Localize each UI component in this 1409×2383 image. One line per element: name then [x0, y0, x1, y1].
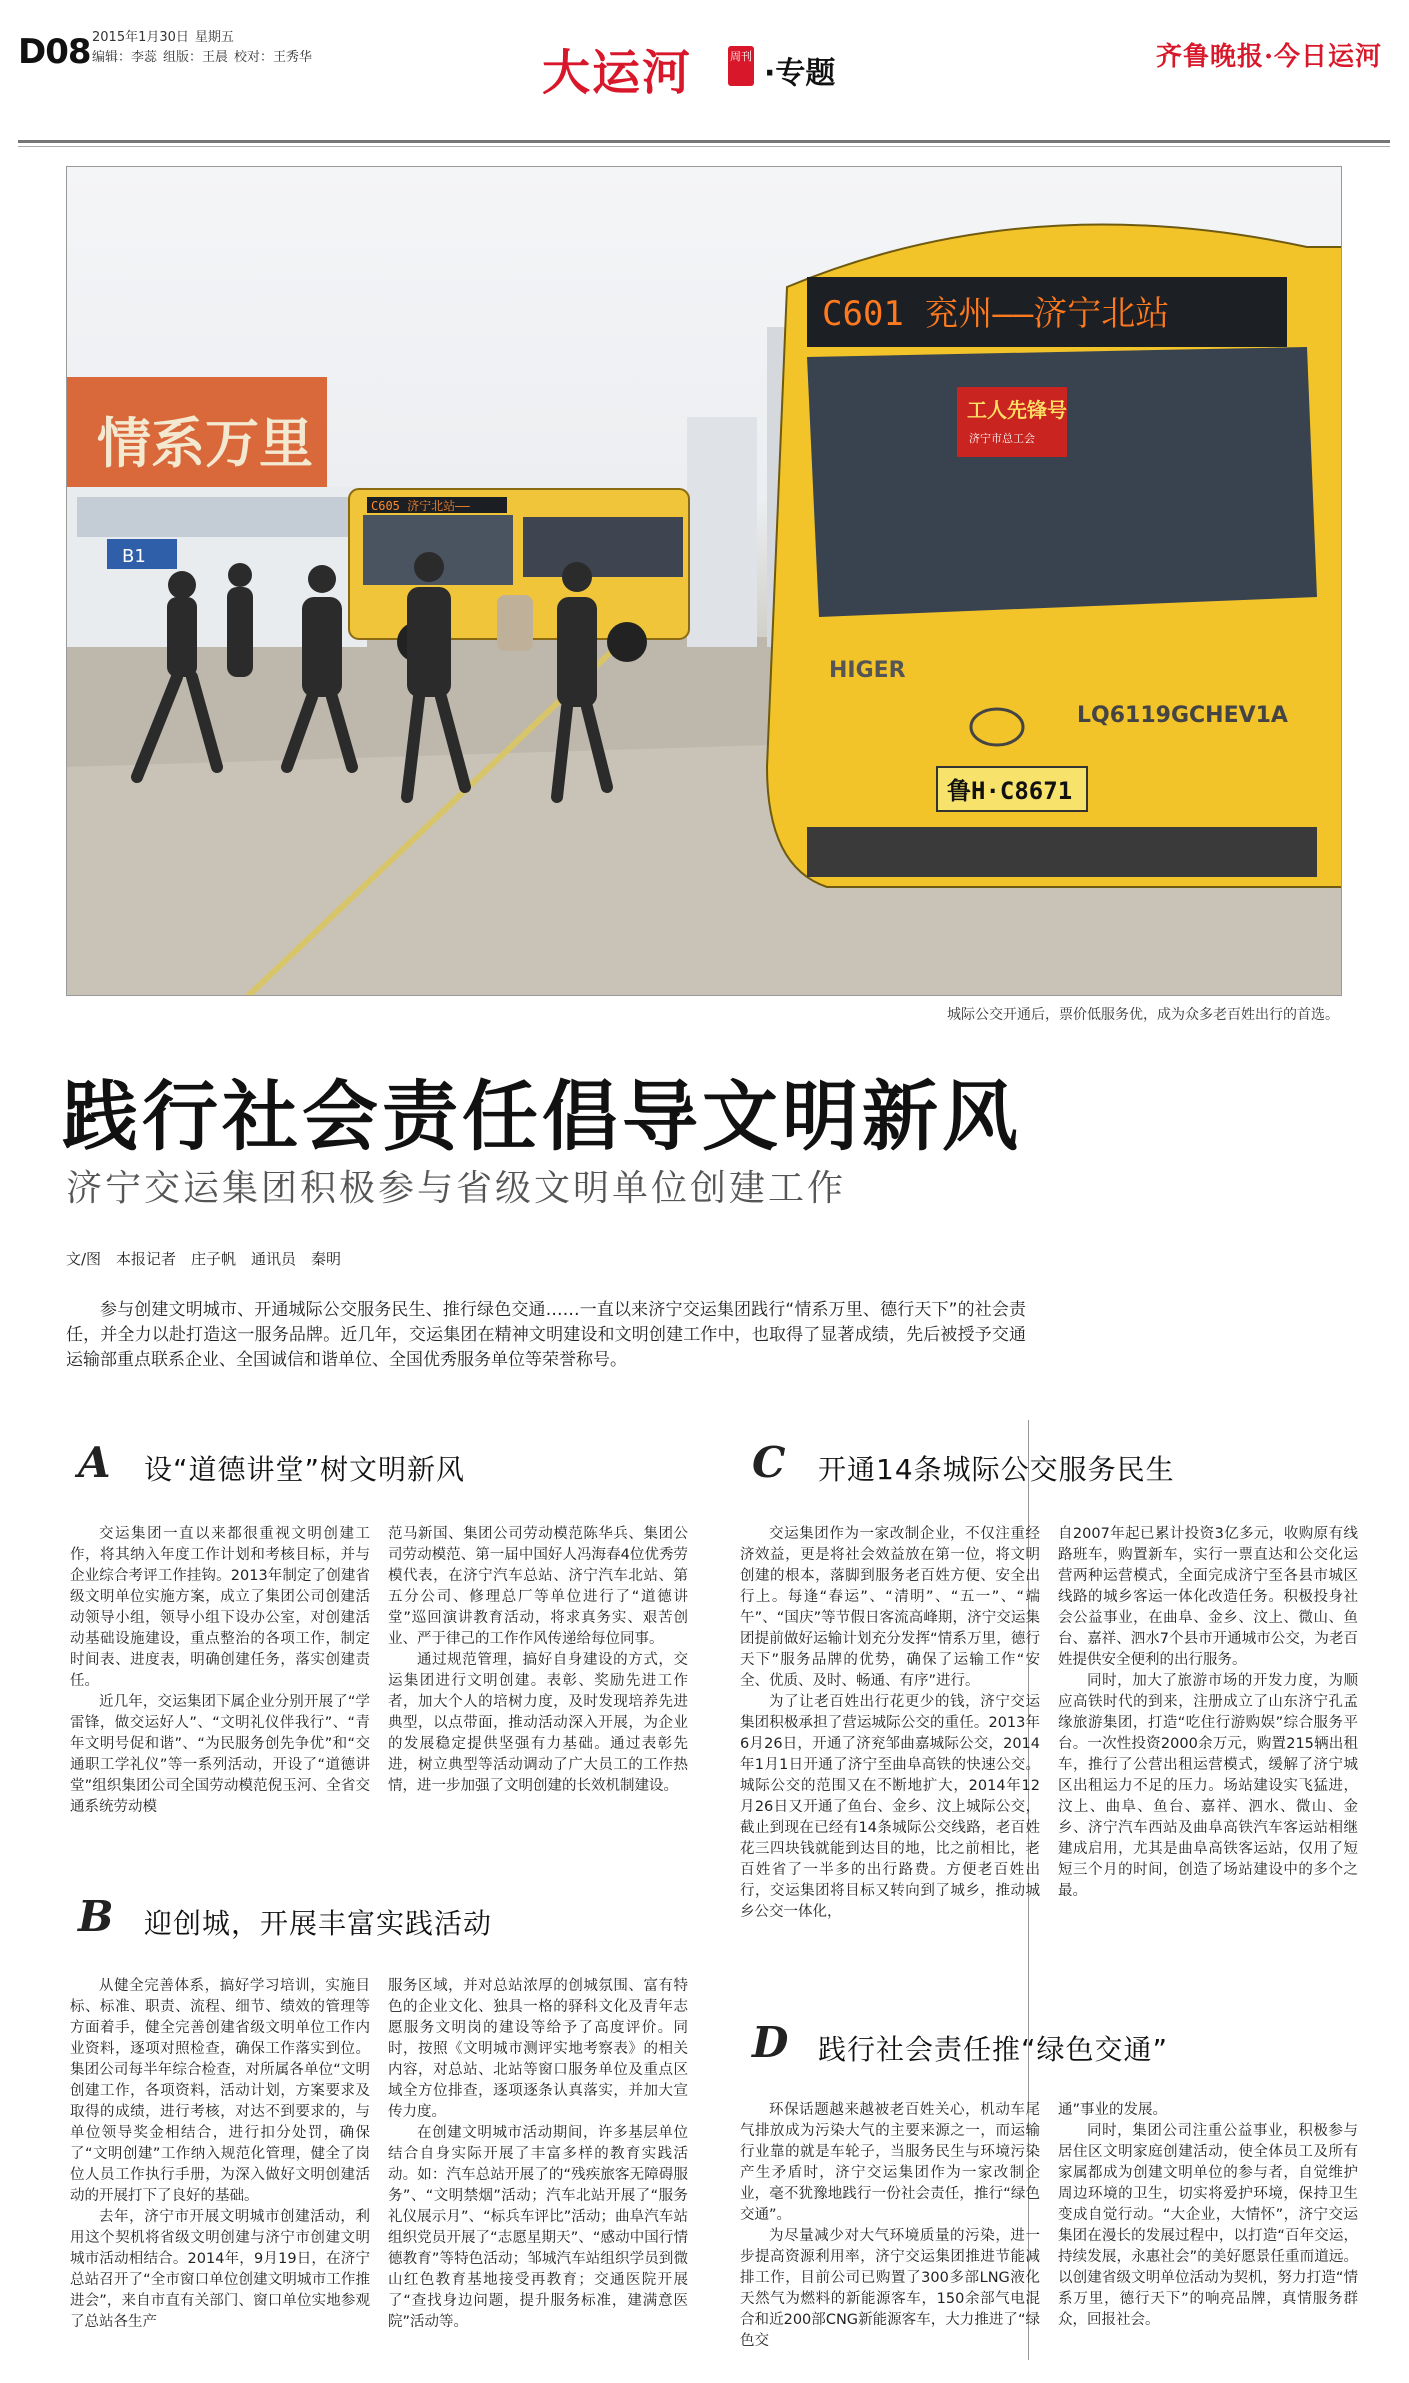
section-b-column-2	[388, 1976, 688, 2333]
header-rule-thin	[18, 146, 1390, 147]
section-c-column-2	[1058, 1524, 1358, 1902]
small-bus-route: C605 济宁北站——	[371, 499, 470, 513]
section-b-para-4: 在创建文明城市活动期间，许多基层单位结合自身实际开展了丰富多样的教育实践活动。如：汽车总站开展了的“残疾旅客无障碍服务”、“文明禁烟”活动；汽车北站开展了“服务礼仪展示月”、“标兵车评比”活动；曲阜汽车站组织党员开展了“志愿星期天”、“感动中国行情德教育”等特色活动；邹城汽车站组织学员到微山红色教育基地接受再教育；交通医院开展了“查找身边问题，提升服务标准，建满意医院”活动等。	[388, 2125, 688, 2330]
stop-sign-text: B1	[122, 546, 146, 567]
banner-text: 工人先锋号	[967, 398, 1067, 422]
logo-subtitle: ·专题	[764, 56, 836, 91]
section-a-title: 设“道德讲堂”树文明新风	[144, 1453, 466, 1486]
paper-name: 齐鲁晚报·今日运河	[1155, 42, 1382, 72]
section-c-para-3: 自2007年起已累计投资3亿多元，收购原有线路班车，购置新车，实行一票直达和公交化运营两种运营模式，全面完成济宁至各县市城区线路的城乡客运一体化改造任务。积极投身社会公益事业，在曲阜、金乡、汶上、微山、鱼台、嘉祥、泗水7个县市开通城市公交，为老百姓提供安全便利的出行服务。	[1058, 1526, 1358, 1668]
section-a-column-2	[388, 1524, 688, 1797]
proof-credit: 校对：王秀华	[234, 50, 313, 65]
photo-caption: 城际公交开通后，票价低服务优，成为众多老百姓出行的首选。	[947, 1007, 1339, 1023]
issue-weekday: 星期五	[194, 30, 234, 45]
section-d-para-3: 通”事业的发展。	[1058, 2102, 1168, 2118]
section-d-para-1: 环保话题越来越被老百姓关心，机动车尾气排放成为污染大气的主要来源之一，而运输行业靠的就是车轮子，当服务民生与环境污染产生矛盾时，济宁交运集团作为一家改制企业，毫不犹豫地践行一份社会责任，推行“绿色交通”。	[740, 2102, 1040, 2223]
section-d-para-2: 为尽量减少对大气环境质量的污染，进一步提高资源利用率，济宁交运集团推进节能减排工作，目前公司已购置了300多部LNG液化天然气为燃料的新能源客车，150余部气电混合和近200部CNG新能源客车，大力推进了“绿色交	[740, 2228, 1040, 2349]
section-c-para-2: 为了让老百姓出行花更少的钱，济宁交运集团积极承担了营运城际公交的重任。2013年6月26日，开通了济兖邹曲嘉城际公交，2014年1月1日开通了济宁至曲阜高铁的快速公交。城际公交的范围又在不断地扩大，2014年12月26日又开通了鱼台、金乡、汶上城际公交，截止到现在已经有14条城际公交线路，老百姓花三四块钱就能到达目的地，比之前相比，老百姓省了一半多的出行路费。方便老百姓出行，交运集团将目标又转向到了城乡，推动城乡公交一体化，	[740, 1694, 1040, 1920]
big-bus-route: C601 兖州——济宁北站	[822, 294, 1170, 334]
section-b-column-1	[70, 1976, 370, 2333]
header-rule	[18, 140, 1390, 143]
section-c-para-1: 交运集团作为一家改制企业，不仅注重经济效益，更是将社会效益放在第一位，将文明创建的根本，落脚到服务老百姓方便、安全出行上。每逢“春运”、“清明”、“五一”、“端午”、“国庆”等节假日客流高峰期，济宁交运集团提前做好运输计划充分发挥“情系万里，德行天下”服务品牌的优势，确保了运输工作“安全、优质、及时、畅通、有序”进行。	[740, 1526, 1040, 1689]
section-d-para-4: 同时，集团公司注重公益事业，积极参与居住区文明家庭创建活动，使全体员工及所有家属都成为创建文明单位的参与者，自觉维护周边环境的卫生，切实将爱护环境，保持卫生变成自觉行动。“大企业，大情怀”，济宁交运集团在漫长的发展过程中，以打造“百年交运，持续发展，永惠社会”的美好愿景任重而道远。以创建省级文明单位活动为契机，努力打造“情系万里，德行天下”的响亮品牌，真情服务群众，回报社会。	[1058, 2123, 1358, 2328]
logo-main-text: 大运河	[542, 45, 693, 101]
section-a-para-1: 交运集团一直以来都很重视文明创建工作，将其纳入年度工作计划和考核目标，并与企业综合考评工作挂钩。2013年制定了创建省级文明单位实施方案，成立了集团公司创建活动领导小组，领导小组下设办公室，对创建活动基础设施建设，重点整治的各项工作，制定时间表、进度表，明确创建任务，落实创建责任。	[70, 1526, 370, 1689]
page-number: D08	[18, 32, 91, 72]
section-c-letter: C	[752, 1438, 786, 1487]
news-photo	[66, 166, 1342, 996]
section-c-heading	[752, 1440, 1312, 1490]
byline: 文/图 本报记者 庄子帆 通讯员 秦明	[66, 1250, 342, 1268]
section-a-para-4: 通过规范管理，搞好自身建设的方式，交运集团进行文明创建。表彰、奖励先进工作者，加大个人的培树力度，及时发现培养先进典型，以点带面，推动活动深入开展，为企业的发展稳定提供坚强有力基础。通过表彰先进，树立典型等活动调动了广大员工的工作热情，进一步加强了文明创建的长效机制建设。	[388, 1652, 688, 1794]
station-sign-text: 情系万里	[97, 411, 313, 475]
section-d-column-1	[740, 2100, 1040, 2352]
section-d-title: 践行社会责任推“绿色交通”	[818, 2033, 1169, 2066]
section-d-heading	[752, 2020, 1312, 2070]
section-b-para-2: 去年，济宁市开展文明城市创建活动，利用这个契机将省级文明创建与济宁市创建文明城市活动相结合。2014年，9月19日，在济宁总站召开了“全市窗口单位创建文明城市工作推进会”，来自市直有关部门、窗口单位实地参观了总站各生产	[70, 2209, 370, 2330]
subheadline: 济宁交运集团积极参与省级文明单位创建工作	[66, 1168, 847, 1209]
section-c-title: 开通14条城际公交服务民生	[818, 1453, 1175, 1486]
section-d-letter: D	[752, 2018, 789, 2067]
editor-credit: 编辑：李蕊	[92, 50, 158, 65]
section-b-title: 迎创城，开展丰富实践活动	[144, 1907, 493, 1940]
section-c-column-1	[740, 1524, 1040, 1923]
section-logo	[528, 26, 868, 101]
section-a-para-3: 范马新国、集团公司劳动模范陈华兵、集团公司劳动模范、第一届中国好人冯海春4位优秀劳模代表，在济宁汽车总站、济宁汽车北站、第五分公司、修理总厂等单位进行了“道德讲堂”巡回演讲教育活动，将求真务实、艰苦创业、严于律己的工作作风传递给每位同事。	[388, 1526, 688, 1647]
section-c-para-4: 同时，加大了旅游市场的开发力度，为顺应高铁时代的到来，注册成立了山东济宁孔孟缘旅游集团，打造“吃住行游购娱”综合服务平台。一次性投资2000余万元，购置215辆出租车，推行了公营出租运营模式，缓解了济宁城区出租运力不足的压力。场站建设实飞猛进，汶上、曲阜、鱼台、嘉祥、泗水、微山、金乡、济宁汽车西站及曲阜高铁汽车客运站相继建成启用，尤其是曲阜高铁客运站，仅用了短短三个月的时间，创造了场站建设中的多个之最。	[1058, 1673, 1358, 1899]
bus-brand: HIGER	[829, 658, 906, 683]
bus-model: LQ6119GCHEV1A	[1077, 703, 1288, 728]
bus-station-illustration	[67, 167, 1342, 996]
section-b-para-1: 从健全完善体系，搞好学习培训，实施目标、标准、职责、流程、细节、绩效的管理等方面着手，健全完善创建省级文明单位工作内业资料，逐项对照检查，确保工作落实到位。集团公司每半年综合检查，对所属各单位“文明创建工作，各项资料，活动计划，方案要求及取得的成绩，进行考核，对达不到要求的，与单位领导奖金相结合，进行扣分处罚，确保了“文明创建”工作纳入规范化管理，健全了岗位人员工作执行手册，为深入做好文明创建活动的开展打下了良好的基础。	[70, 1978, 370, 2204]
section-b-heading	[78, 1894, 578, 1944]
lead-paragraph: 参与创建文明城市、开通城际公交服务民生、推行绿色交通……一直以来济宁交运集团践行“情系万里、德行天下”的社会责任，并全力以赴打造这一服务品牌。近几年，交运集团在精神文明建设和文明创建工作中，也取得了显著成绩，先后被授予交通运输部重点联系企业、全国诚信和谐单位、全国优秀服务单位等荣誉称号。	[66, 1300, 1026, 1370]
section-a-column-1	[70, 1524, 370, 1818]
section-b-letter: B	[78, 1892, 114, 1941]
layout-credit: 组版：王晨	[163, 50, 229, 65]
section-a-para-2: 近几年，交运集团下属企业分别开展了“学雷锋，做交运好人”、“文明礼仪伴我行”、“青年文明号促和谐”、“为民服务创先争优”和“交通职工学礼仪”等一系列活动，开设了“道德讲堂”组织集团公司全国劳动模范倪玉河、全省交通系统劳动模	[70, 1694, 370, 1815]
section-d-column-2	[1058, 2100, 1358, 2331]
issue-date: 2015年1月30日	[92, 30, 189, 45]
page-header	[18, 22, 1390, 118]
license-plate-text: 鲁H·C8671	[947, 777, 1073, 805]
issue-meta	[92, 28, 318, 68]
section-a-heading	[78, 1440, 578, 1490]
section-b-para-3: 服务区域，并对总站浓厚的创城氛围、富有特色的企业文化、独具一格的驿科文化及青年志愿服务文明岗的建设等给予了高度评价。同时，按照《文明城市测评实地考察表》的相关内容，对总站、北站等窗口服务单位及重点区域全方位排查，逐项逐条认真落实，并加大宣传力度。	[388, 1978, 688, 2120]
banner-subtext: 济宁市总工会	[969, 432, 1035, 445]
logo-badge: 周刊	[728, 46, 754, 86]
section-a-letter: A	[78, 1438, 111, 1487]
headline: 践行社会责任倡导文明新风	[62, 1072, 1022, 1161]
